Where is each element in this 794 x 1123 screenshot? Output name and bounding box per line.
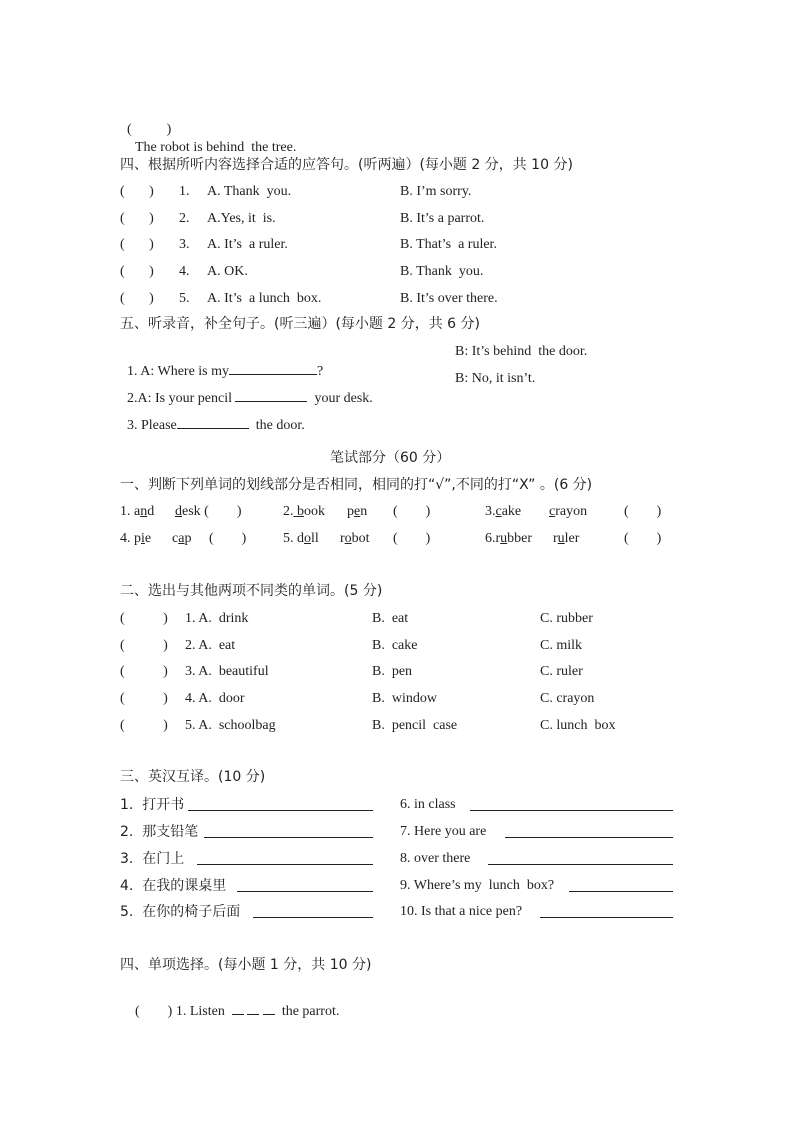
answer-blank[interactable] [569,878,673,892]
translation-item-cn: 3. 在门上 [120,851,185,867]
written-part-title: 笔试部分（60 分） [330,450,451,466]
answer-paren: ( ) [135,1004,173,1019]
option-c: C. lunch box [540,718,616,733]
answer-paren: ( ) [120,691,168,706]
phonics-item-5-word-2: robot [340,531,370,546]
translation-item-cn: 2. 那支铅笔 [120,824,199,840]
option-a: 5. A. schoolbag [185,718,276,733]
answer-blank[interactable] [253,904,373,918]
option-b: B. pencil case [372,718,458,733]
answer-blank[interactable] [177,415,249,429]
translation-item-cn: 5. 在你的椅子后面 [120,904,241,920]
phonics-item-1: 1. and [120,504,155,519]
answer-blank[interactable] [247,1001,259,1015]
answer-paren: ( ) [624,531,662,546]
answer-paren: ( ) [120,237,154,252]
question-text: 3. Please [127,418,177,433]
question-text: 1. Listen [175,1004,225,1019]
translation-item-en: 10. Is that a nice pen? [400,904,523,919]
option-a: A. It’s a lunch box. [207,291,322,306]
phonics-item-2: 2. book [283,504,325,519]
answer-paren: ( ) [120,184,154,199]
question-end: the parrot. [281,1004,340,1019]
fill-question-2b: B: No, it isn’t. [455,371,536,386]
top-item [120,103,296,157]
written-section-4-heading: 四、单项选择。(每小题 1 分，共 10 分) [120,957,372,973]
phonics-item-2-word-2: pen [347,504,368,519]
answer-paren: ( ) [393,531,431,546]
option-b: B. cake [372,638,418,653]
option-b: B. It’s over there. [400,291,498,306]
phonics-item-1-word-2: desk ( ) [175,504,242,519]
answer-paren: ( ) [624,504,662,519]
answer-blank[interactable] [232,1001,244,1015]
question-number: 1. [179,184,190,199]
written-section-3-heading: 三、英汉互译。(10 分) [120,769,266,785]
question-number: 5. [179,291,190,306]
translation-item-en: 9. Where’s my lunch box? [400,878,555,893]
option-b: B. I’m sorry. [400,184,472,199]
answer-paren: ( ) [120,291,154,306]
option-c: C. crayon [540,691,595,706]
question-end: ? [317,364,324,379]
option-a: 2. A. eat [185,638,236,653]
translation-item-en: 8. over there [400,851,471,866]
question-number: 4. [179,264,190,279]
option-a: 1. A. drink [185,611,249,626]
answer-blank[interactable] [188,797,373,811]
option-a: A. Thank you. [207,184,292,199]
option-b: B. That’s a ruler. [400,237,497,252]
phonics-item-4: 4. pie [120,531,152,546]
answer-blank[interactable] [263,1001,275,1015]
written-section-1-heading: 一、判断下列单词的划线部分是否相同，相同的打“√”,不同的打“X” 。(6 分) [120,477,593,493]
question-end: the door. [255,418,305,433]
option-a: 4. A. door [185,691,245,706]
answer-paren: ( ) [120,664,168,679]
translation-item-en: 6. in class [400,797,456,812]
option-a: A. OK. [207,264,248,279]
option-b: B. pen [372,664,413,679]
answer-blank[interactable] [204,824,373,838]
listening-section-5-heading: 五、听录音，补全句子。(听三遍）(每小题 2 分，共 6 分) [120,316,480,332]
answer-blank[interactable] [540,904,673,918]
option-b: B. window [372,691,437,706]
answer-paren: ( ) [127,122,172,137]
phonics-item-5: 5. doll [283,531,319,546]
option-a: 3. A. beautiful [185,664,269,679]
listening-section-4-heading: 四、根据所听内容选择合适的应答句。(听两遍）(每小题 2 分，共 10 分) [120,157,573,173]
question-text: 1. A: Where is my [127,364,230,379]
answer-blank[interactable] [505,824,673,838]
answer-blank[interactable] [237,878,373,892]
phonics-item-3-word-2: crayon [549,504,588,519]
option-a: A.Yes, it is. [207,211,276,226]
choice-question-1 [128,983,339,1021]
answer-paren: ( ) [209,531,247,546]
phonics-item-3: 3.cake [485,504,522,519]
question-end: your desk. [314,391,373,406]
answer-paren: ( ) [120,264,154,279]
fill-question-3a [120,397,305,435]
fill-question-1b: B: It’s behind the door. [455,344,588,359]
answer-blank[interactable] [197,851,373,865]
answer-blank[interactable] [470,797,673,811]
answer-blank[interactable] [488,851,673,865]
option-c: C. milk [540,638,583,653]
option-c: C. ruler [540,664,583,679]
question-number: 2. [179,211,190,226]
option-b: B. eat [372,611,409,626]
answer-paren: ( ) [120,611,168,626]
phonics-item-6-word-2: ruler [553,531,580,546]
translation-item-cn: 1. 打开书 [120,797,185,813]
answer-paren: ( ) [120,638,168,653]
option-b: B. Thank you. [400,264,484,279]
phonics-item-6: 6.rubber [485,531,533,546]
translation-item-cn: 4. 在我的课桌里 [120,878,227,894]
phonics-item-4-word-2: cap [172,531,192,546]
option-c: C. rubber [540,611,593,626]
option-b: B. It’s a parrot. [400,211,485,226]
answer-paren: ( ) [393,504,431,519]
answer-paren: ( ) [120,718,168,733]
question-text: 2.A: Is your pencil [127,391,232,406]
item-text: The robot is behind the tree. [135,140,297,155]
option-a: A. It’s a ruler. [207,237,288,252]
written-section-2-heading: 二、选出与其他两项不同类的单词。(5 分) [120,583,383,599]
answer-paren: ( ) [120,211,154,226]
translation-item-en: 7. Here you are [400,824,487,839]
question-number: 3. [179,237,190,252]
